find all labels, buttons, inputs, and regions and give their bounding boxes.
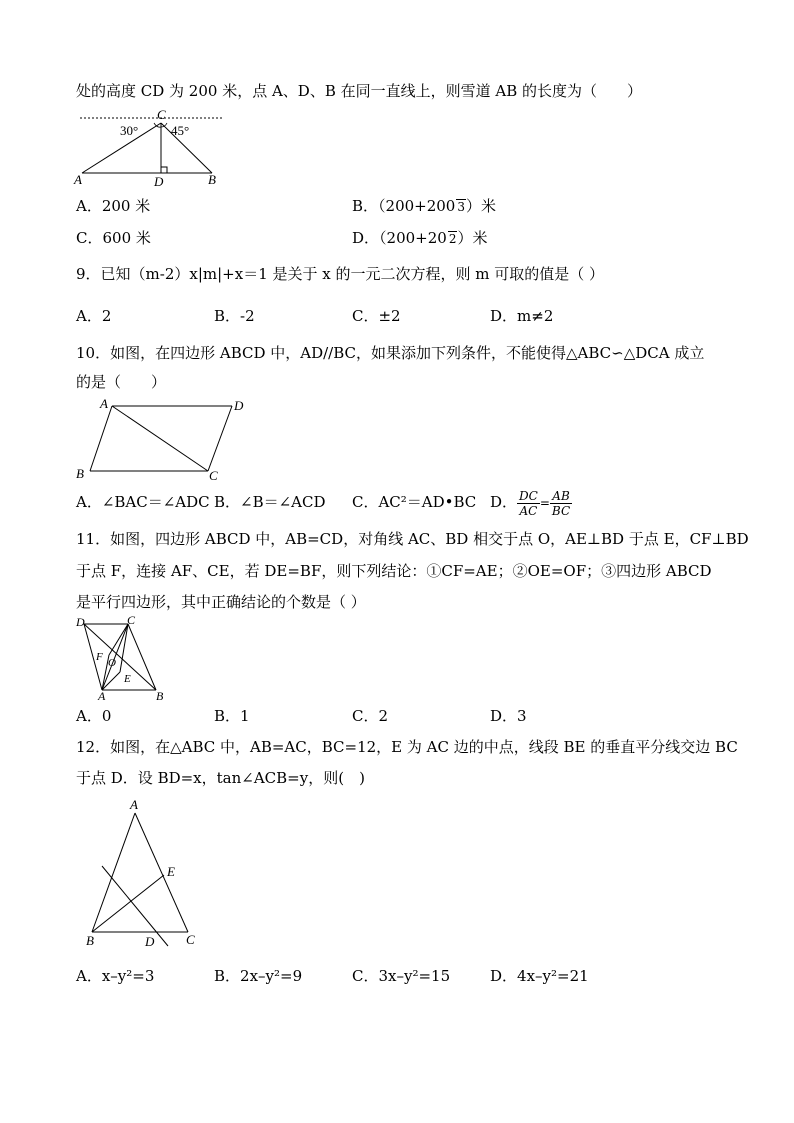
q8-option-a: A．200 米	[76, 197, 151, 215]
q8-option-d-post: ）米	[457, 229, 488, 247]
q12-option-d: D．4x–y²=21	[490, 967, 589, 985]
q12-stem-line1: 12．如图，在△ABC 中，AB=AC，BC=12，E 为 AC 边的中点，线段 BE 的垂直平分线交边 BC	[76, 738, 738, 756]
q12-label-A: A	[130, 797, 138, 812]
q8-option-b	[352, 196, 496, 216]
q8-option-b-pre: B．（200+200	[352, 197, 456, 215]
q11-label-D: D	[76, 615, 85, 629]
q12-label-B: B	[86, 933, 94, 948]
q11-label-C: C	[127, 614, 136, 627]
q12-label-C: C	[186, 932, 195, 947]
q12-label-D: D	[145, 934, 155, 949]
fraction-denominator: AC	[519, 503, 538, 518]
q9-option-a: A．2	[76, 307, 112, 325]
q8-option-c: C．600 米	[76, 229, 151, 247]
fraction-numerator: AB	[550, 489, 572, 504]
q8-option-b-post: ）米	[466, 197, 497, 215]
q8-label-D: D	[154, 174, 164, 188]
q12-option-c: C．3x–y²=15	[352, 967, 451, 985]
sqrt3: 3	[457, 200, 465, 214]
q11-stem-line3: 是平行四边形，其中正确结论的个数是（ ）	[76, 593, 366, 611]
q8-label-B: B	[208, 172, 216, 187]
fraction-dc-ac	[517, 489, 540, 518]
q10-option-c: C．AC²＝AD•BC	[352, 493, 477, 511]
q10-label-B: B	[76, 466, 84, 481]
q10-option-a: A．∠BAC＝∠ADC	[76, 493, 210, 511]
fraction-denominator: BC	[551, 503, 571, 518]
q12-figure	[76, 796, 212, 952]
q12-label-E: E	[167, 864, 175, 879]
q11-label-A: A	[98, 689, 106, 703]
q11-option-b: B．1	[214, 707, 250, 725]
q8-angle-45: 45°	[171, 123, 190, 138]
fraction-ab-bc	[550, 489, 572, 518]
q12-stem-line2: 于点 D．设 BD=x，tan∠ACB=y，则( )	[76, 769, 365, 787]
q10-stem-line1: 10．如图，在四边形 ABCD 中，AD//BC，如果添加下列条件，不能使得△ABC∽△DCA 成立	[76, 344, 705, 362]
q8-stem: 处的高度 CD 为 200 米，点 A、D、B 在同一直线上，则雪道 AB 的长度为（ ）	[76, 82, 643, 100]
q11-option-a: A．0	[76, 707, 112, 725]
q9-option-b: B．-2	[214, 307, 255, 325]
q10-option-b: B．∠B＝∠ACD	[214, 493, 326, 511]
q9-option-d: D．m≠2	[490, 307, 554, 325]
q11-label-E: E	[124, 673, 131, 685]
q8-option-d	[352, 228, 487, 248]
q10-label-C: C	[209, 468, 218, 483]
q11-option-d: D．3	[490, 707, 527, 725]
q8-figure	[70, 106, 230, 188]
fraction-numerator: DC	[519, 488, 538, 503]
equals-sign: =	[539, 496, 550, 510]
q11-label-F: F	[96, 651, 103, 663]
q8-label-C: C	[157, 107, 166, 122]
q11-label-O: O	[108, 657, 116, 669]
q8-label-A: A	[74, 172, 82, 187]
q10-label-A: A	[100, 396, 108, 411]
q8-angle-30: 30°	[120, 123, 139, 138]
q10-figure	[72, 396, 252, 484]
q10-label-D: D	[234, 398, 244, 413]
q10-option-d	[490, 484, 572, 521]
q11-option-c: C．2	[352, 707, 389, 725]
q11-stem-line1: 11．如图，四边形 ABCD 中，AB=CD，对角线 AC、BD 相交于点 O，AE⊥BD 于点 E，CF⊥BD	[76, 530, 749, 548]
q11-stem-line2: 于点 F，连接 AF、CE，若 DE=BF，则下列结论：①CF=AE；②OE=OF；③四边形 ABCD	[76, 562, 712, 580]
q10-stem-line2: 的是（ ）	[76, 373, 167, 391]
q11-label-B: B	[156, 689, 164, 703]
q12-option-b: B．2x–y²=9	[214, 967, 303, 985]
q10-option-d-pre: D．	[490, 493, 518, 511]
q12-option-a: A．x–y²=3	[76, 967, 155, 985]
q9-stem: 9．已知（m-2）x|m|+x＝1 是关于 x 的一元二次方程，则 m 可取的值是（ ）	[76, 265, 605, 283]
q8-option-d-pre: D．（200+20	[352, 229, 447, 247]
sqrt2: 2	[448, 232, 457, 246]
q9-option-c: C．±2	[352, 307, 401, 325]
q11-figure	[72, 614, 172, 704]
